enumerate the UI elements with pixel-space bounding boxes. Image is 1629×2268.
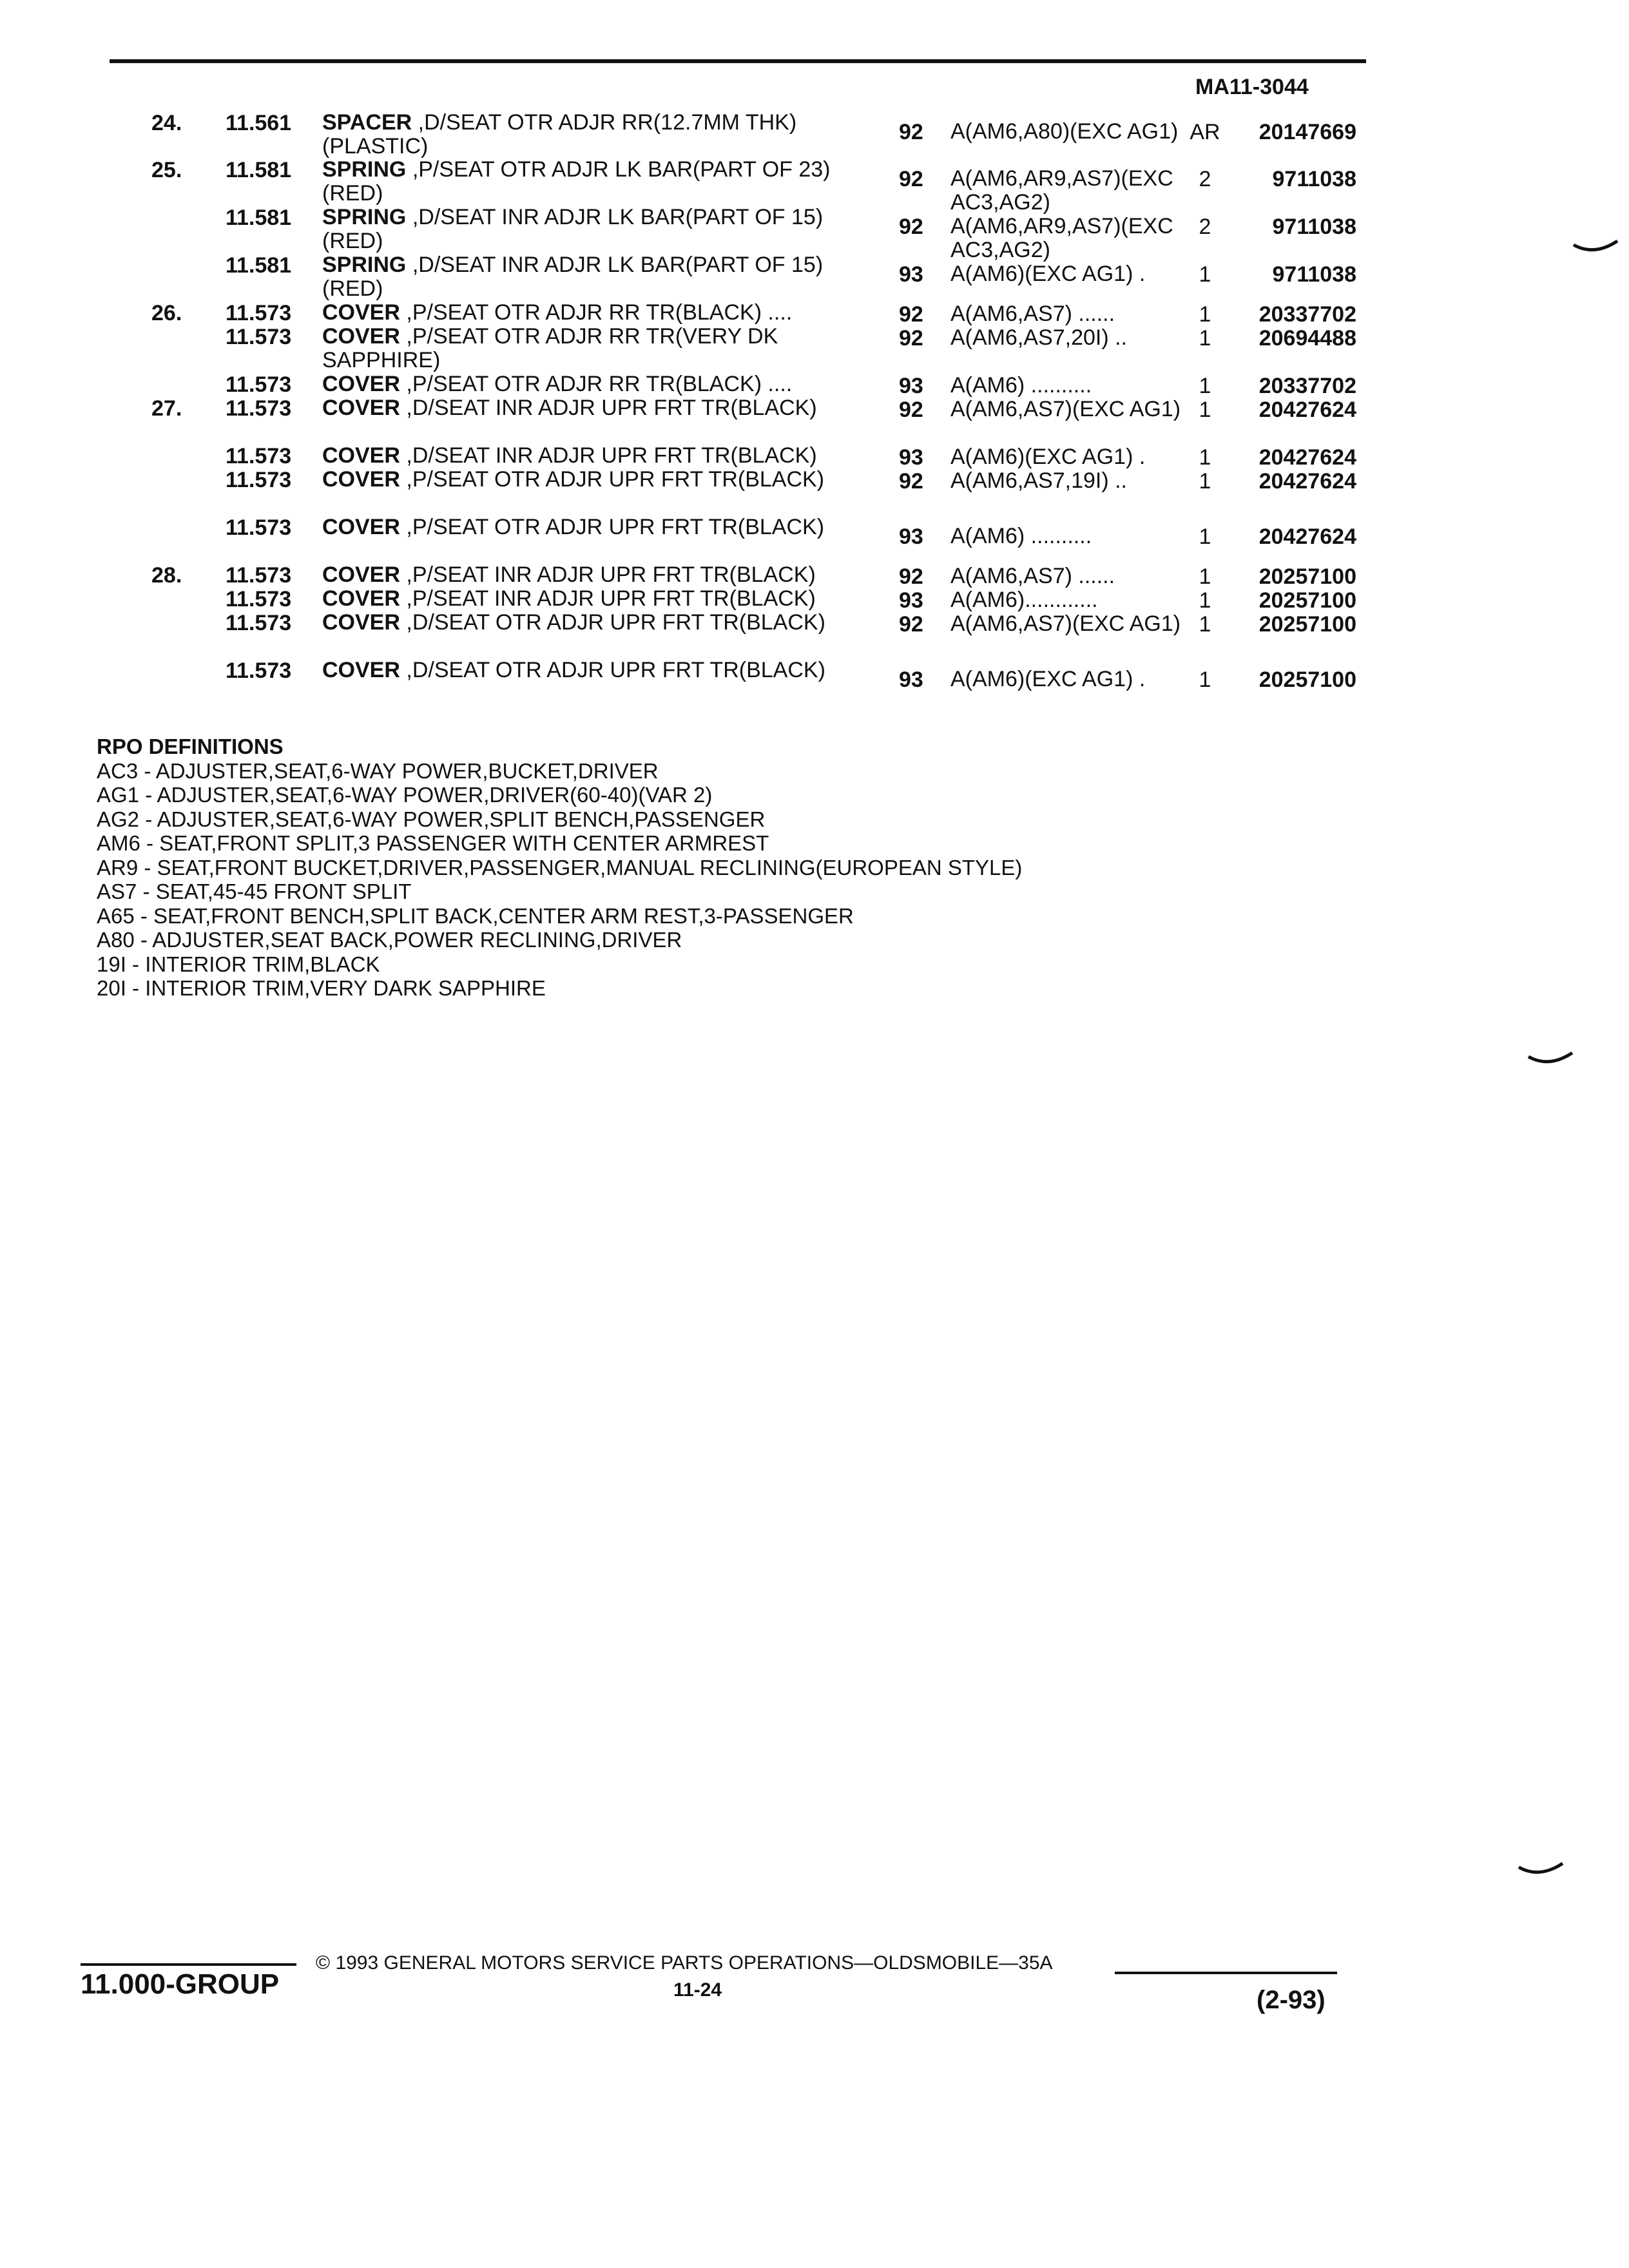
footer-copyright: © 1993 GENERAL MOTORS SERVICE PARTS OPERATIONS—OLDSMOBILE—35A [316,1952,1053,1974]
part-name: COVER [322,562,400,587]
model-year: 92 [899,215,923,239]
part-description [322,396,863,420]
part-detail: ,P/SEAT INR ADJR UPR FRT TR(BLACK) [406,586,816,611]
quantity: 1 [1199,612,1211,637]
model-year: 92 [899,120,923,144]
model-year: 93 [899,588,923,613]
part-number: 20147669 [1258,120,1356,144]
quantity: 2 [1199,215,1211,239]
part-description [322,658,863,682]
part-name: SPRING [322,253,407,277]
model-year: 93 [899,524,923,549]
part-number: 20257100 [1258,668,1356,692]
binder-mark-icon [1518,1862,1564,1876]
group-number: 11.561 [226,111,292,135]
item-number: 28. [151,563,182,588]
rpo-line: AG2 - ADJUSTER,SEAT,6-WAY POWER,SPLIT BENCH,PASSENGER [97,807,766,831]
part-detail: ,P/SEAT OTR ADJR LK BAR(PART OF 23)(RED) [322,157,831,206]
item-number: 26. [151,301,182,325]
footer-rule [1115,1972,1337,1974]
model-year: 93 [899,374,923,398]
footer-group: 11.000-GROUP [81,1968,280,2000]
part-detail: ,D/SEAT INR ADJR LK BAR(PART OF 15)(RED) [322,205,824,253]
document-id: MA11-3044 [1195,75,1309,99]
parts-row [0,251,1629,301]
footer-rule [81,1963,296,1966]
parts-list [0,108,1629,704]
rpo-definitions [97,735,1257,1001]
part-name: COVER [322,467,400,492]
binder-mark-icon [1572,240,1619,254]
part-name: COVER [322,443,400,468]
quantity: 2 [1199,167,1211,191]
part-detail: ,D/SEAT INR ADJR UPR FRT TR(BLACK) [406,443,817,468]
header-rule [110,59,1366,63]
parts-row [0,108,1629,159]
binder-mark-icon [1527,1052,1574,1066]
rpo-line: AC3 - ADJUSTER,SEAT,6-WAY POWER,BUCKET,DRIVER [97,758,659,783]
model-year: 93 [899,668,923,692]
group-number: 11.573 [226,444,292,468]
group-number: 11.573 [226,515,292,540]
parts-row [0,656,1629,704]
parts-row [0,584,1629,613]
part-detail: ,D/SEAT OTR ADJR RR(12.7MM THK)(PLASTIC) [322,110,797,159]
group-number: 11.573 [226,325,292,349]
model-year: 92 [899,612,923,637]
quantity: 1 [1199,668,1211,692]
model-year: 92 [899,398,923,422]
part-detail: ,D/SEAT INR ADJR UPR FRT TR(BLACK) [406,396,817,420]
model-year: 92 [899,469,923,494]
group-number: 11.573 [226,301,292,325]
quantity: 1 [1199,564,1211,589]
model-year: 93 [899,262,923,287]
group-number: 11.581 [226,253,292,278]
part-description [322,325,863,372]
quantity: 1 [1199,445,1211,470]
parts-row [0,298,1629,327]
usage-code: A(AM6,AR9,AS7)(EXC AC3,AG2) [950,166,1173,215]
usage-code: A(AM6,AS7) ...... [950,564,1115,588]
rpo-line: AR9 - SEAT,FRONT BUCKET,DRIVER,PASSENGER,MANUAL RECLINING(EUROPEAN STYLE) [97,855,1023,879]
usage-code: A(AM6,AR9,AS7)(EXC AC3,AG2) [950,214,1173,262]
part-detail: ,D/SEAT OTR ADJR UPR FRT TR(BLACK) [406,610,825,635]
part-number: 20427624 [1258,524,1356,549]
rpo-line: A80 - ADJUSTER,SEAT BACK,POWER RECLINING,DRIVER [97,928,682,952]
parts-row [0,465,1629,513]
part-description [322,158,863,206]
part-name: SPRING [322,205,407,229]
part-number: 9711038 [1272,262,1356,287]
usage-code: A(AM6,AS7)(EXC AG1) [950,397,1181,421]
parts-row [0,608,1629,656]
part-name: COVER [322,515,400,539]
group-number: 11.573 [226,563,292,588]
model-year: 93 [899,445,923,470]
part-number: 20694488 [1258,326,1356,351]
part-name: SPACER [322,110,412,135]
group-number: 11.573 [226,658,292,683]
part-description [322,444,863,468]
quantity: 1 [1199,398,1211,422]
rpo-title: RPO DEFINITIONS [97,735,284,758]
model-year: 92 [899,167,923,191]
part-detail: ,P/SEAT OTR ADJR UPR FRT TR(BLACK) [406,515,825,539]
part-name: COVER [322,324,400,349]
part-detail: ,P/SEAT OTR ADJR RR TR(VERY DK SAPPHIRE) [322,324,778,372]
part-description [322,515,863,539]
usage-code: A(AM6)(EXC AG1) . [950,667,1146,691]
quantity: 1 [1199,469,1211,494]
model-year: 92 [899,302,923,327]
rpo-line: AG1 - ADJUSTER,SEAT,6-WAY POWER,DRIVER(60-40)(VAR 2) [97,783,713,807]
part-number: 20257100 [1258,564,1356,589]
parts-row [0,322,1629,370]
item-number: 27. [151,396,182,421]
usage-code: A(AM6)(EXC AG1) . [950,445,1146,469]
part-detail: ,P/SEAT INR ADJR UPR FRT TR(BLACK) [406,562,816,587]
part-description [322,111,863,159]
part-number: 9711038 [1272,215,1356,239]
part-description [322,563,863,587]
parts-row [0,441,1629,470]
rpo-line: AS7 - SEAT,45-45 FRONT SPLIT [97,879,412,903]
rpo-line: AM6 - SEAT,FRONT SPLIT,3 PASSENGER WITH CENTER ARMREST [97,831,769,855]
parts-row [0,155,1629,215]
usage-code: A(AM6,A80)(EXC AG1) [950,119,1179,144]
parts-row [0,394,1629,441]
group-number: 11.573 [226,372,292,397]
part-detail: ,P/SEAT OTR ADJR RR TR(BLACK) .... [406,372,793,396]
part-description [322,611,863,635]
usage-code: A(AM6,AS7) ...... [950,302,1115,326]
part-number: 9711038 [1272,167,1356,191]
footer-date: (2-93) [1257,1986,1325,2014]
group-number: 11.573 [226,587,292,611]
part-detail: ,D/SEAT INR ADJR LK BAR(PART OF 15)(RED) [322,253,824,301]
part-description [322,206,863,253]
part-description [322,587,863,611]
part-number: 20427624 [1258,445,1356,470]
group-number: 11.573 [226,396,292,421]
usage-code: A(AM6,AS7)(EXC AG1) [950,611,1181,636]
usage-code: A(AM6)............ [950,588,1098,612]
page-number: 11-24 [673,1979,722,2001]
model-year: 92 [899,326,923,351]
quantity: 1 [1199,588,1211,613]
parts-row [0,203,1629,262]
part-name: COVER [322,610,400,635]
part-description [322,301,863,325]
part-number: 20257100 [1258,612,1356,637]
quantity: 1 [1199,302,1211,327]
part-name: COVER [322,658,400,682]
part-name: COVER [322,300,400,325]
part-number: 20257100 [1258,588,1356,613]
rpo-line: 19I - INTERIOR TRIM,BLACK [97,952,380,976]
part-detail: ,P/SEAT OTR ADJR UPR FRT TR(BLACK) [406,467,825,492]
item-number: 25. [151,158,182,182]
part-name: COVER [322,396,400,420]
quantity: 1 [1199,262,1211,287]
part-detail: ,P/SEAT OTR ADJR RR TR(BLACK) .... [406,300,793,325]
part-description [322,253,863,301]
usage-code: A(AM6)(EXC AG1) . [950,262,1146,286]
group-number: 11.581 [226,206,292,230]
usage-code: A(AM6,AS7,19I) .. [950,468,1127,493]
group-number: 11.573 [226,468,292,492]
rpo-line: A65 - SEAT,FRONT BENCH,SPLIT BACK,CENTER ARM REST,3-PASSENGER [97,903,854,928]
part-description [322,372,863,396]
group-number: 11.581 [226,158,292,182]
quantity: 1 [1199,524,1211,549]
usage-code: A(AM6) .......... [950,524,1092,548]
part-number: 20427624 [1258,469,1356,494]
group-number: 11.573 [226,611,292,635]
usage-code: A(AM6,AS7,20I) .. [950,325,1127,350]
part-number: 20427624 [1258,398,1356,422]
part-name: SPRING [322,157,407,182]
quantity: 1 [1199,374,1211,398]
item-number: 24. [151,111,182,135]
part-name: COVER [322,372,400,396]
rpo-line: 20I - INTERIOR TRIM,VERY DARK SAPPHIRE [97,976,546,1000]
model-year: 92 [899,564,923,589]
part-number: 20337702 [1258,374,1356,398]
part-detail: ,D/SEAT OTR ADJR UPR FRT TR(BLACK) [406,658,825,682]
part-name: COVER [322,586,400,611]
quantity: 1 [1199,326,1211,351]
part-number: 20337702 [1258,302,1356,327]
usage-code: A(AM6) .......... [950,373,1092,398]
quantity: AR [1190,120,1220,144]
part-description [322,468,863,492]
parts-row [0,513,1629,561]
parts-row [0,561,1629,589]
parts-row [0,370,1629,398]
